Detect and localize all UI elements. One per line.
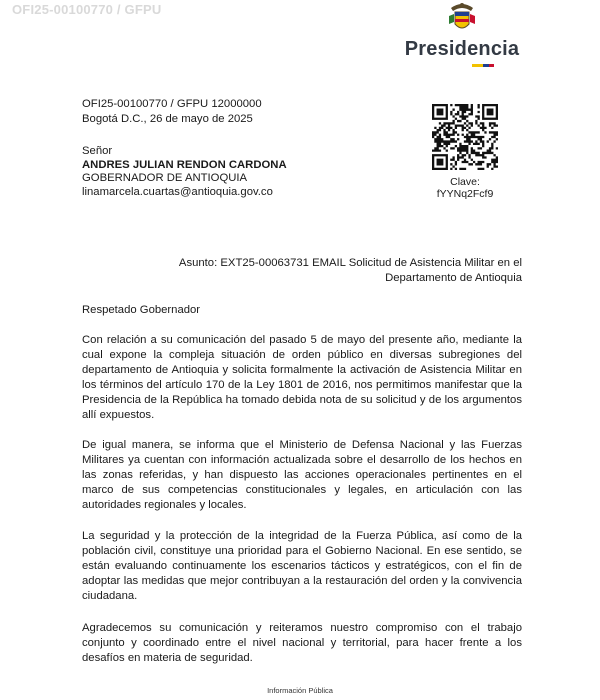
qr-modules [432, 104, 498, 170]
qr-block [432, 104, 498, 201]
body-paragraph: Con relación a su comunicación del pasado 5 de mayo del presente año, mediante la cual expone la compleja situación de orden público en diversas subregiones del departamento de Antioquia y solicita formalmente la activación de Asistencia Militar en los términos del artículo 170 de la Ley 1801 de 2016, nos permitimos manifestar que la Presidencia de la República ha tomado debida nota de su solicitud y de los argumentos allí expuestos. [82, 334, 522, 421]
clave-label: Clave: [450, 176, 480, 188]
classification-footer: Información Pública [267, 686, 333, 695]
addressee-title: Señor [82, 145, 113, 157]
body-paragraph: De igual manera, se informa que el Ministerio de Defensa Nacional y las Fuerzas Militares ya cuentan con información actualizada sobre el desarrollo de los hechos en las zonas referidas, y han dispuesto las acciones operacionales pertinentes en el marco de sus competencias constitucionales y legales, en articulación con las autoridades regionales y locales. [82, 439, 522, 511]
reference-number: OFI25-00100770 / GFPU 12000000 [82, 98, 262, 110]
clave-code: fYYNq2Fcf9 [436, 188, 494, 200]
flag-stripe [472, 64, 494, 67]
salutation: Respetado Gobernador [82, 304, 201, 316]
addressee-email: linamarcela.cuartas@antioquia.gov.co [82, 185, 273, 198]
body-paragraph: La seguridad y la protección de la integridad de la Fuerza Pública, así como de la población civil, constituye una prioridad para el Gobierno Nacional. En ese sentido, se están evaluando continuamente los escenarios tácticos y estratégicos, con el fin de adoptar las medidas que mejor contribuyan a la restauración del orden y la convivencia ciudadana. [82, 530, 522, 602]
addressee-name: ANDRES JULIAN RENDON CARDONA [82, 158, 287, 171]
reference-block [82, 97, 262, 126]
body-paragraph: Agradecemos su comunicación y reiteramos nuestro compromiso con el trabajo conjunto y coordinado entre el nivel nacional y territorial, para hacer frente a los desafíos en materia de seguridad. [82, 622, 522, 664]
presidencia-logo [402, 2, 522, 67]
addressee-block [82, 145, 287, 199]
qr-code-icon [432, 104, 498, 170]
place-date: Bogotá D.C., 26 de mayo de 2025 [82, 112, 253, 125]
subject-line: Asunto: EXT25-00063731 EMAIL Solicitud de Asistencia Militar en el Departamento de Antioquia [178, 257, 522, 284]
addressee-position: GOBERNADOR DE ANTIOQUIA [82, 172, 248, 184]
brand-name: Presidencia [404, 38, 520, 60]
colombia-coat-of-arms-icon [447, 2, 477, 36]
document-watermark: OFI25-00100770 / GFPU [12, 2, 162, 17]
